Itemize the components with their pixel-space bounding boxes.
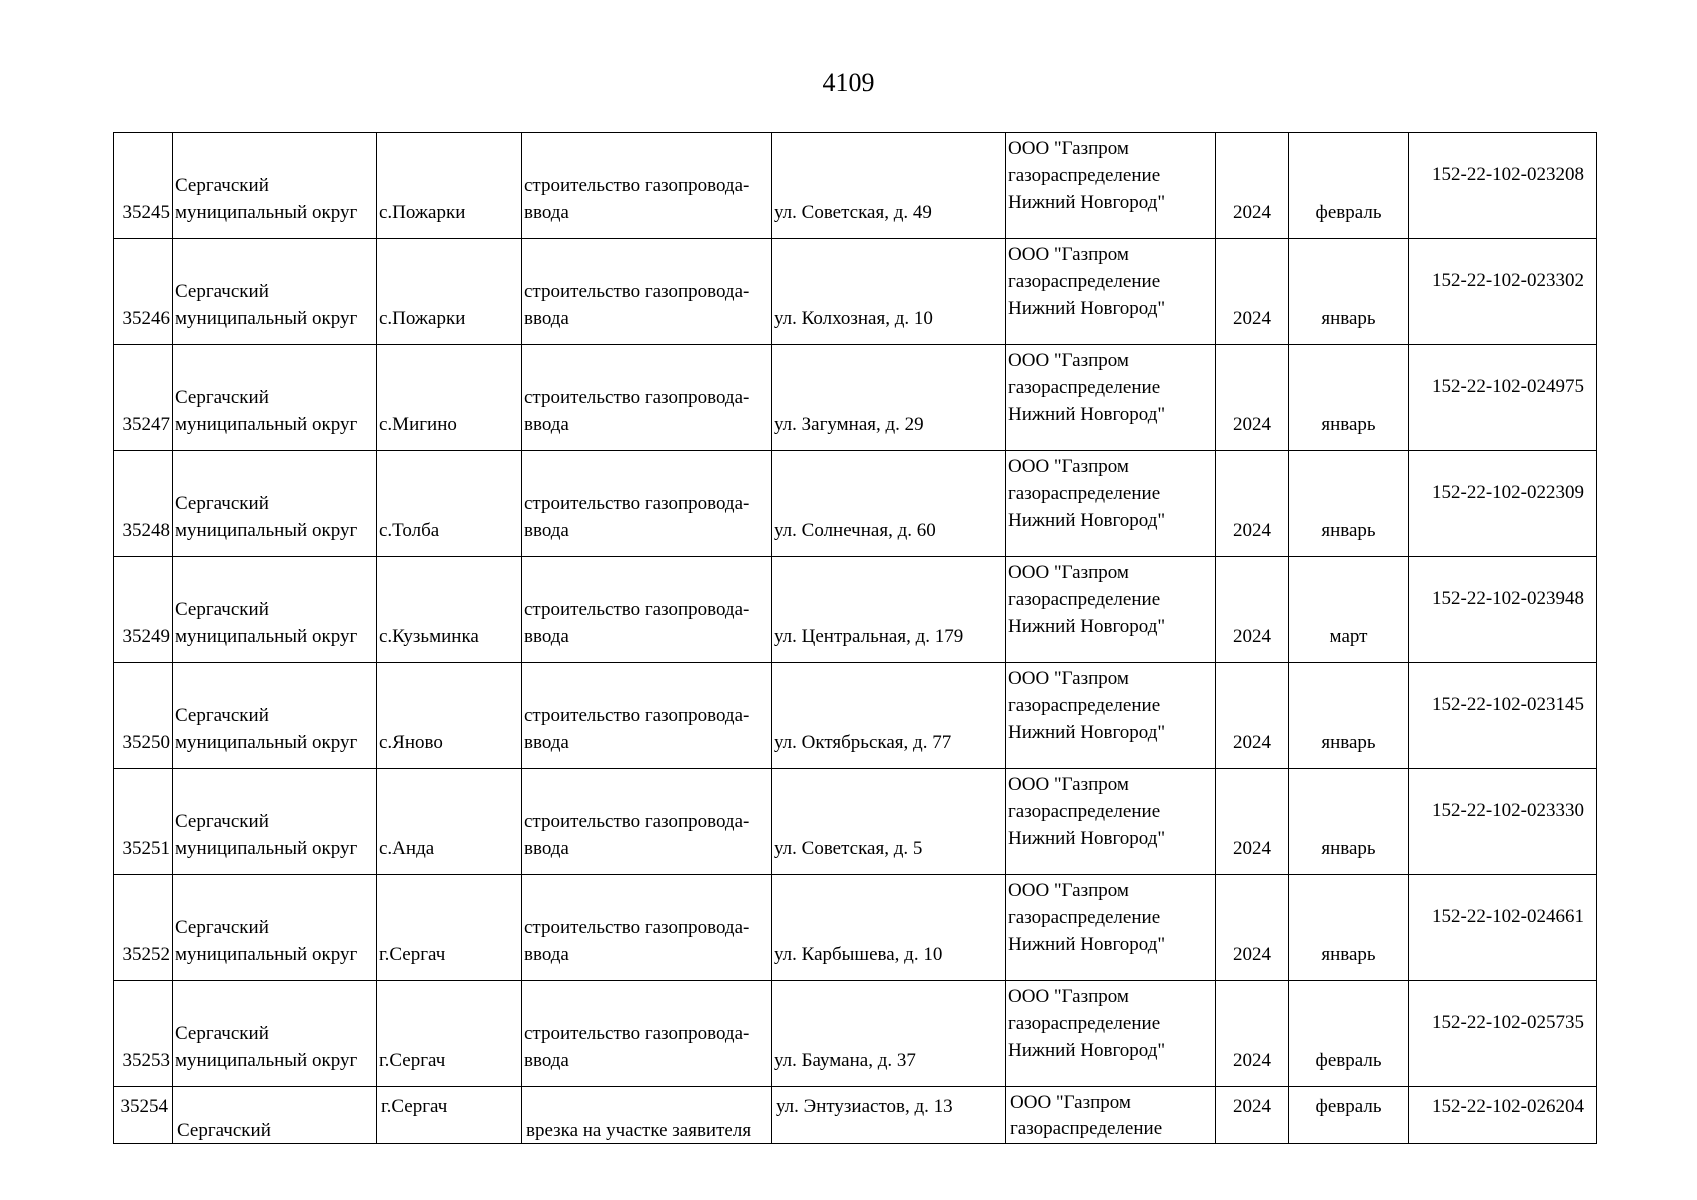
address: ул. Загумная, д. 29: [774, 414, 924, 435]
year: 2024: [1233, 520, 1271, 541]
district-line: муниципальный округ: [175, 944, 358, 965]
organization-cell: [1006, 557, 1216, 663]
year: 2024: [1233, 626, 1271, 647]
organization-line: Нижний Новгород": [1008, 722, 1166, 743]
district-cell: [173, 1087, 377, 1144]
month: февраль: [1315, 202, 1382, 223]
month-cell: [1289, 769, 1409, 875]
work-type-cell: [522, 663, 772, 769]
work-type-line: строительство газопровода-: [524, 705, 750, 726]
code-cell: [1409, 1087, 1597, 1144]
organization-line: газораспределение: [1008, 801, 1161, 822]
settlement-cell: [377, 769, 522, 875]
registration-code: 152-22-102-024661: [1432, 906, 1584, 927]
code-cell: [1409, 133, 1597, 239]
registration-code: 152-22-102-023145: [1432, 694, 1584, 715]
registration-code: 152-22-102-025735: [1432, 1012, 1584, 1033]
address: ул. Энтузиастов, д. 13: [776, 1096, 953, 1117]
work-type-cell: [522, 451, 772, 557]
table-row: [114, 239, 1597, 345]
year-cell: [1216, 981, 1289, 1087]
settlement: г.Сергач: [381, 1096, 448, 1117]
code-cell: [1409, 981, 1597, 1087]
address: ул. Октябрьская, д. 77: [774, 732, 952, 753]
work-type-cell: [522, 133, 772, 239]
organization-cell: [1006, 875, 1216, 981]
district-line: муниципальный округ: [175, 626, 358, 647]
settlement: с.Пожарки: [379, 202, 466, 223]
work-type-line: строительство газопровода-: [524, 493, 750, 514]
row-number-cell: [114, 345, 173, 451]
settlement: с.Анда: [379, 838, 435, 859]
district-cell: [173, 981, 377, 1087]
organization-line: Нижний Новгород": [1008, 404, 1166, 425]
table-row: [114, 981, 1597, 1087]
district-cell: [173, 239, 377, 345]
district-line: Сергачский: [175, 599, 269, 620]
row-number: 35254: [120, 1096, 168, 1117]
row-number: 35246: [122, 308, 170, 329]
row-number-cell: [114, 451, 173, 557]
month-cell: [1289, 875, 1409, 981]
address-cell: [772, 981, 1006, 1087]
district-line: муниципальный округ: [175, 732, 358, 753]
page-number: 4109: [822, 68, 875, 97]
year-cell: [1216, 133, 1289, 239]
month-cell: [1289, 1087, 1409, 1144]
registration-code: 152-22-102-023330: [1432, 800, 1584, 821]
row-number: 35250: [122, 732, 170, 753]
address: ул. Центральная, д. 179: [774, 626, 964, 647]
district-line: Сергачский: [175, 281, 269, 302]
district-line: Сергачский: [175, 1023, 269, 1044]
registration-code: 152-22-102-024975: [1432, 376, 1584, 397]
address-cell: [772, 451, 1006, 557]
year: 2024: [1233, 414, 1271, 435]
organization-line: газораспределение: [1008, 377, 1161, 398]
organization-line: газораспределение: [1008, 695, 1161, 716]
table-row: [114, 345, 1597, 451]
month-cell: [1289, 239, 1409, 345]
address: ул. Советская, д. 5: [774, 838, 923, 859]
address: ул. Карбышева, д. 10: [774, 944, 943, 965]
organization-line: газораспределение: [1008, 483, 1161, 504]
district-cell: [173, 557, 377, 663]
month-cell: [1289, 451, 1409, 557]
code-cell: [1409, 557, 1597, 663]
registration-code: 152-22-102-023948: [1432, 588, 1584, 609]
district-line: Сергачский: [175, 917, 269, 938]
address-cell: [772, 769, 1006, 875]
address: ул. Колхозная, д. 10: [774, 308, 933, 329]
work-type-line: ввода: [524, 1050, 569, 1071]
month-cell: [1289, 133, 1409, 239]
code-cell: [1409, 451, 1597, 557]
district-line: Сергачский: [175, 705, 269, 726]
address-cell: [772, 1087, 1006, 1144]
year-cell: [1216, 875, 1289, 981]
year: 2024: [1233, 1096, 1271, 1117]
work-type-line: ввода: [524, 944, 569, 965]
work-type-line: строительство газопровода-: [524, 175, 750, 196]
row-number-cell: [114, 557, 173, 663]
registration-code: 152-22-102-022309: [1432, 482, 1584, 503]
settlement-cell: [377, 875, 522, 981]
code-cell: [1409, 345, 1597, 451]
settlement-cell: [377, 451, 522, 557]
work-type-cell: [522, 981, 772, 1087]
month: февраль: [1315, 1050, 1382, 1071]
address: ул. Советская, д. 49: [774, 202, 932, 223]
year: 2024: [1233, 308, 1271, 329]
settlement: с.Кузьминка: [379, 626, 479, 647]
row-number: 35247: [122, 414, 170, 435]
month: март: [1329, 626, 1368, 647]
code-cell: [1409, 769, 1597, 875]
organization-line: Нижний Новгород": [1008, 616, 1166, 637]
work-type-line: ввода: [524, 308, 569, 329]
table-row: [114, 1087, 1597, 1144]
address-cell: [772, 875, 1006, 981]
month: январь: [1321, 944, 1376, 965]
organization-cell: [1006, 663, 1216, 769]
district-line: Сергачский: [175, 175, 269, 196]
code-cell: [1409, 875, 1597, 981]
address-cell: [772, 557, 1006, 663]
table-row: [114, 557, 1597, 663]
settlement: с.Мигино: [379, 414, 457, 435]
month: январь: [1321, 520, 1376, 541]
table-row: [114, 133, 1597, 239]
month: январь: [1321, 414, 1376, 435]
organization-line: ООО "Газпром: [1008, 880, 1129, 901]
work-type-line: ввода: [524, 626, 569, 647]
month-cell: [1289, 557, 1409, 663]
row-number-cell: [114, 1087, 173, 1144]
settlement-cell: [377, 133, 522, 239]
year-cell: [1216, 769, 1289, 875]
organization-line: газораспределение: [1008, 1013, 1161, 1034]
month: январь: [1321, 308, 1376, 329]
year: 2024: [1233, 838, 1271, 859]
district-cell: [173, 769, 377, 875]
year-cell: [1216, 1087, 1289, 1144]
district-line: муниципальный округ: [175, 520, 358, 541]
row-number-cell: [114, 239, 173, 345]
organization-line: ООО "Газпром: [1008, 350, 1129, 371]
table-row: [114, 663, 1597, 769]
work-type-line: строительство газопровода-: [524, 599, 750, 620]
district-line: муниципальный округ: [175, 1050, 358, 1071]
organization-cell: [1006, 345, 1216, 451]
district-line: муниципальный округ: [175, 202, 358, 223]
settlement: г.Сергач: [379, 944, 446, 965]
row-number: 35253: [122, 1050, 170, 1071]
organization-line: ООО "Газпром: [1008, 456, 1129, 477]
month-cell: [1289, 345, 1409, 451]
organization-line: ООО "Газпром: [1008, 774, 1129, 795]
work-type-line: строительство газопровода-: [524, 1023, 750, 1044]
address-cell: [772, 345, 1006, 451]
organization-line: газораспределение: [1008, 589, 1161, 610]
row-number: 35249: [122, 626, 170, 647]
settlement-cell: [377, 1087, 522, 1144]
work-type-cell: [522, 557, 772, 663]
organization-line: ООО "Газпром: [1008, 668, 1129, 689]
address-cell: [772, 133, 1006, 239]
address: ул. Баумана, д. 37: [774, 1050, 916, 1071]
district-cell: [173, 133, 377, 239]
district-cell: [173, 451, 377, 557]
district-line: муниципальный округ: [175, 838, 358, 859]
organization-line: Нижний Новгород": [1008, 298, 1166, 319]
organization-cell: [1006, 451, 1216, 557]
gasification-table: [113, 132, 1597, 1144]
district-cell: [173, 875, 377, 981]
code-cell: [1409, 663, 1597, 769]
address-cell: [772, 663, 1006, 769]
year-cell: [1216, 239, 1289, 345]
district-line: Сергачский: [175, 387, 269, 408]
organization-line: Нижний Новгород": [1008, 934, 1166, 955]
work-type-line: строительство газопровода-: [524, 811, 750, 832]
organization-line: газораспределение: [1010, 1118, 1163, 1139]
work-type-cell: [522, 875, 772, 981]
month-cell: [1289, 981, 1409, 1087]
registration-code: 152-22-102-023208: [1432, 164, 1584, 185]
year-cell: [1216, 451, 1289, 557]
settlement: с.Пожарки: [379, 308, 466, 329]
row-number: 35252: [122, 944, 170, 965]
work-type-line: ввода: [524, 732, 569, 753]
work-type-line: ввода: [524, 202, 569, 223]
row-number: 35251: [122, 838, 170, 859]
organization-line: ООО "Газпром: [1008, 562, 1129, 583]
organization-line: ООО "Газпром: [1008, 138, 1129, 159]
organization-cell: [1006, 981, 1216, 1087]
settlement-cell: [377, 557, 522, 663]
work-type-line: врезка на участке заявителя: [526, 1120, 752, 1141]
organization-cell: [1006, 239, 1216, 345]
district-line: Сергачский: [175, 811, 269, 832]
settlement-cell: [377, 981, 522, 1087]
row-number: 35245: [122, 202, 170, 223]
address: ул. Солнечная, д. 60: [774, 520, 936, 541]
settlement: с.Толба: [379, 520, 440, 541]
organization-line: ООО "Газпром: [1008, 986, 1129, 1007]
organization-line: газораспределение: [1008, 907, 1161, 928]
district-line: Сергачский: [175, 493, 269, 514]
year: 2024: [1233, 732, 1271, 753]
year: 2024: [1233, 944, 1271, 965]
organization-line: ООО "Газпром: [1010, 1092, 1131, 1113]
work-type-line: ввода: [524, 520, 569, 541]
table-row: [114, 875, 1597, 981]
district-line: Сергачский: [177, 1120, 271, 1141]
year-cell: [1216, 663, 1289, 769]
district-line: муниципальный округ: [175, 308, 358, 329]
work-type-line: ввода: [524, 414, 569, 435]
organization-cell: [1006, 1087, 1216, 1144]
row-number-cell: [114, 769, 173, 875]
row-number: 35248: [122, 520, 170, 541]
settlement-cell: [377, 345, 522, 451]
year: 2024: [1233, 202, 1271, 223]
work-type-cell: [522, 345, 772, 451]
table-row: [114, 769, 1597, 875]
registration-code: 152-22-102-023302: [1432, 270, 1584, 291]
work-type-cell: [522, 239, 772, 345]
organization-line: Нижний Новгород": [1008, 828, 1166, 849]
district-line: муниципальный округ: [175, 414, 358, 435]
row-number-cell: [114, 875, 173, 981]
organization-line: газораспределение: [1008, 165, 1161, 186]
month: февраль: [1315, 1096, 1382, 1117]
year-cell: [1216, 557, 1289, 663]
settlement-cell: [377, 663, 522, 769]
work-type-line: ввода: [524, 838, 569, 859]
organization-line: Нижний Новгород": [1008, 510, 1166, 531]
organization-line: газораспределение: [1008, 271, 1161, 292]
month: январь: [1321, 838, 1376, 859]
table-body: [114, 133, 1597, 1144]
year-cell: [1216, 345, 1289, 451]
organization-cell: [1006, 769, 1216, 875]
work-type-line: строительство газопровода-: [524, 281, 750, 302]
organization-cell: [1006, 133, 1216, 239]
settlement: с.Яново: [379, 732, 443, 753]
address-cell: [772, 239, 1006, 345]
work-type-cell: [522, 769, 772, 875]
table-row: [114, 451, 1597, 557]
work-type-line: строительство газопровода-: [524, 387, 750, 408]
row-number-cell: [114, 981, 173, 1087]
month: январь: [1321, 732, 1376, 753]
code-cell: [1409, 239, 1597, 345]
row-number-cell: [114, 663, 173, 769]
settlement-cell: [377, 239, 522, 345]
organization-line: Нижний Новгород": [1008, 192, 1166, 213]
year: 2024: [1233, 1050, 1271, 1071]
district-cell: [173, 663, 377, 769]
organization-line: Нижний Новгород": [1008, 1040, 1166, 1061]
work-type-line: строительство газопровода-: [524, 917, 750, 938]
settlement: г.Сергач: [379, 1050, 446, 1071]
work-type-cell: [522, 1087, 772, 1144]
organization-line: ООО "Газпром: [1008, 244, 1129, 265]
row-number-cell: [114, 133, 173, 239]
registration-code: 152-22-102-026204: [1432, 1096, 1584, 1117]
district-cell: [173, 345, 377, 451]
month-cell: [1289, 663, 1409, 769]
